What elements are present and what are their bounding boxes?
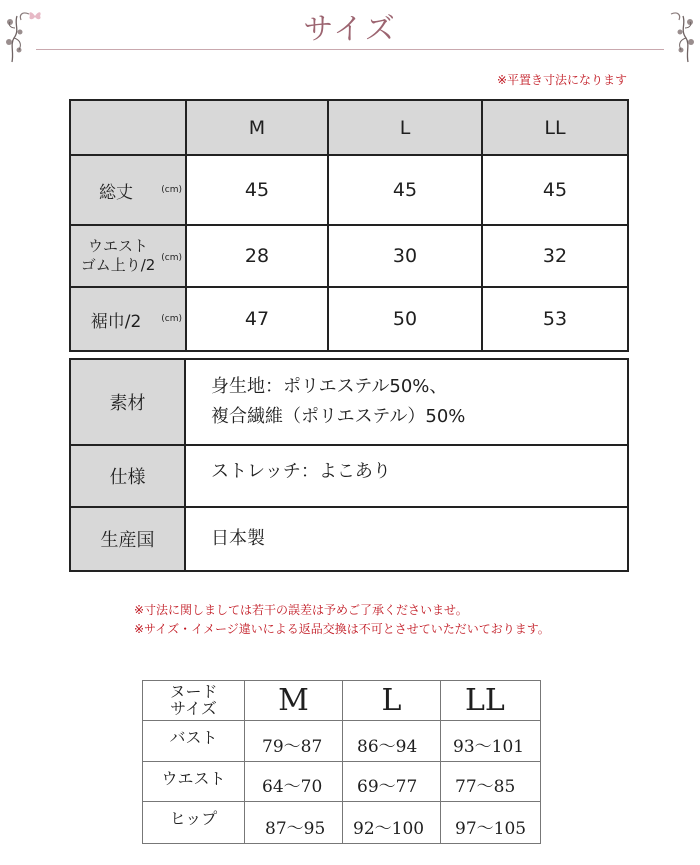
spec-label: 仕様 — [70, 445, 185, 507]
spec-value — [185, 359, 628, 445]
column-header: M — [186, 100, 328, 155]
row-label-text: 裾巾/2 — [90, 311, 142, 332]
spec-value — [185, 445, 628, 507]
table-row — [70, 507, 628, 571]
flat-measure-note: ※平置き寸法になります — [496, 73, 627, 87]
table-cell: 45 — [482, 155, 628, 225]
column-header: L — [328, 100, 482, 155]
column-header: LL — [482, 100, 628, 155]
table-cell: 77〜85 — [441, 762, 541, 802]
spec-value-line: ストレッチ：よこあり — [211, 461, 391, 482]
nude-table-header-row — [143, 681, 541, 721]
spec-value-line: 複合繊維（ポリエステル）50% — [211, 406, 466, 427]
unit-label: (cm) — [161, 185, 182, 195]
table-row — [70, 225, 628, 287]
table-row — [143, 802, 541, 844]
unit-label: (cm) — [161, 253, 182, 263]
table-cell: 93〜101 — [441, 721, 541, 762]
column-header: M — [245, 681, 343, 721]
table-cell: 47 — [186, 287, 328, 351]
table-row — [70, 287, 628, 351]
unit-label: (cm) — [161, 314, 182, 324]
table-cell: 53 — [482, 287, 628, 351]
row-label — [70, 225, 186, 287]
spec-value-line: 身生地：ポリエステル50%、 — [211, 376, 448, 397]
table-cell: 69〜77 — [343, 762, 441, 802]
disclaimer-notes — [134, 601, 550, 639]
table-row — [143, 762, 541, 802]
row-label — [70, 155, 186, 225]
row-label: ウエスト — [143, 762, 245, 802]
size-table — [69, 99, 629, 352]
table-cell: 97〜105 — [441, 802, 541, 844]
table-row — [143, 721, 541, 762]
row-label: ヒップ — [143, 802, 245, 844]
nude-table-corner — [143, 681, 245, 721]
column-header: L — [343, 681, 441, 721]
row-label-text: 総丈 — [99, 182, 133, 203]
table-cell: 92〜100 — [343, 802, 441, 844]
table-cell: 32 — [482, 225, 628, 287]
table-cell: 64〜70 — [245, 762, 343, 802]
table-cell: 50 — [328, 287, 482, 351]
page-title: サイズ — [303, 12, 397, 47]
table-row — [70, 445, 628, 507]
table-cell: 45 — [186, 155, 328, 225]
corner-line: ヌード — [169, 682, 218, 701]
spec-value — [185, 507, 628, 571]
row-label: バスト — [143, 721, 245, 762]
nude-size-table — [142, 680, 541, 844]
row-label-line: ウエスト — [87, 237, 148, 255]
table-cell: 79〜87 — [245, 721, 343, 762]
table-cell: 87〜95 — [245, 802, 343, 844]
note-line: ※サイズ・イメージ違いによる返品交換は不可とさせていただいております。 — [134, 622, 550, 636]
row-label-line: ゴム上り/2 — [80, 256, 156, 274]
size-table-corner — [70, 100, 186, 155]
table-cell: 86〜94 — [343, 721, 441, 762]
title-divider — [36, 49, 664, 50]
table-row — [70, 359, 628, 445]
spec-value-line: 日本製 — [211, 528, 265, 549]
spec-label: 生産国 — [70, 507, 185, 571]
table-cell: 45 — [328, 155, 482, 225]
table-cell: 28 — [186, 225, 328, 287]
table-cell: 30 — [328, 225, 482, 287]
column-header: LL — [441, 681, 541, 721]
table-row — [70, 155, 628, 225]
spec-label: 素材 — [70, 359, 185, 445]
spec-table — [69, 358, 629, 572]
corner-line: サイズ — [170, 699, 217, 718]
note-line: ※寸法に関しましては若干の誤差は予めご了承くださいませ。 — [134, 603, 468, 617]
size-table-header-row — [70, 100, 628, 155]
row-label — [70, 287, 186, 351]
